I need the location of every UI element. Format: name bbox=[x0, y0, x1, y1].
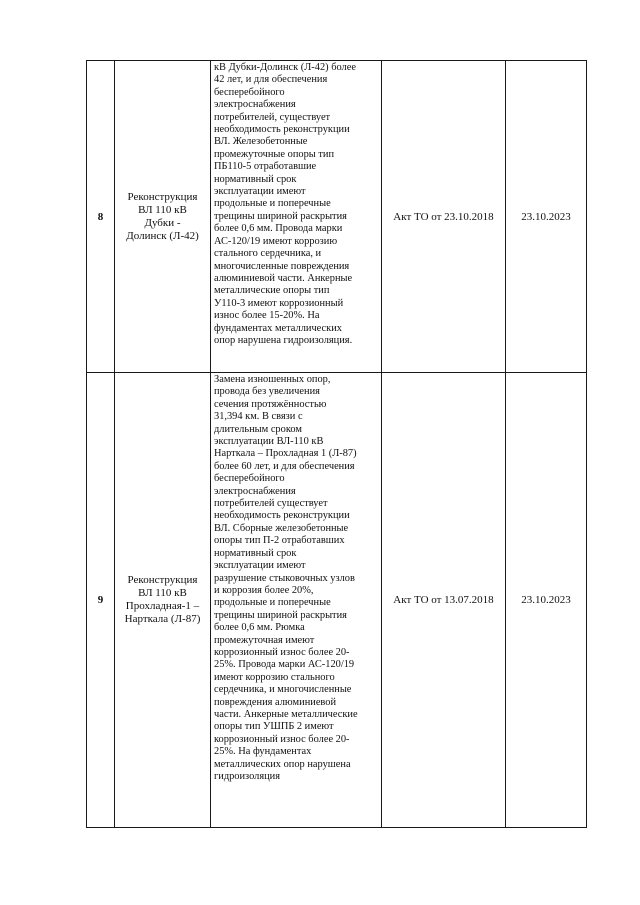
text-line: ВЛ 110 кВ bbox=[138, 203, 187, 216]
text-line: части. Анкерные металлические bbox=[214, 708, 358, 720]
text-line: 42 лет, и для обеспечения bbox=[214, 74, 328, 86]
text-line: более 0,6 мм. Рюмка bbox=[214, 622, 305, 634]
text-line: износ более 15-20%. На bbox=[214, 310, 320, 322]
inspection-act: Акт ТО от 13.07.2018 bbox=[382, 373, 506, 828]
text-line: трещины шириной раскрытия bbox=[214, 609, 347, 621]
deadline-date: 23.10.2023 bbox=[506, 61, 587, 373]
description-lines bbox=[214, 62, 378, 347]
deadline-date: 23.10.2023 bbox=[506, 373, 587, 828]
project-name bbox=[115, 61, 211, 373]
text-line: эксплуатации ВЛ-110 кВ bbox=[214, 436, 324, 448]
text-line: кВ Дубки-Долинск (Л-42) более bbox=[214, 62, 356, 73]
text-line: необходимость реконструкции bbox=[214, 510, 350, 522]
text-line: ПБ110-5 отработавшие bbox=[214, 161, 317, 173]
reconstruction-table bbox=[86, 60, 587, 828]
row-number: 9 bbox=[87, 373, 115, 828]
text-line: нормативный срок bbox=[214, 173, 297, 185]
text-line: потребителей существует bbox=[214, 498, 328, 510]
text-line: промежуточная имеют bbox=[214, 634, 315, 646]
text-line: АС-120/19 имеют коррозию bbox=[214, 235, 338, 247]
text-line: трещины шириной раскрытия bbox=[214, 210, 347, 222]
text-line: электроснабжения bbox=[214, 485, 296, 497]
text-line: 25%. Провода марки АС-120/19 bbox=[214, 659, 355, 671]
text-line: Долинск (Л-42) bbox=[126, 229, 199, 242]
project-name bbox=[115, 373, 211, 828]
text-line: Реконструкция bbox=[127, 574, 198, 586]
text-line: сердечника, и многочисленные bbox=[214, 684, 352, 696]
text-line: Замена изношенных опор, bbox=[214, 374, 331, 385]
text-line: ВЛ. Сборные железобетонные bbox=[214, 522, 349, 534]
text-line: сечения протяжённостью bbox=[214, 398, 327, 410]
text-line: бесперебойного bbox=[214, 86, 285, 98]
text-line: потребителей, существует bbox=[214, 111, 331, 123]
text-line: имеют коррозию стального bbox=[214, 671, 335, 683]
project-name-lines bbox=[115, 574, 210, 626]
text-line: длительным сроком bbox=[214, 423, 302, 435]
text-line: фундаментах металлических bbox=[214, 322, 342, 334]
text-line: электроснабжения bbox=[214, 99, 296, 111]
text-line: бесперебойного bbox=[214, 473, 285, 485]
text-line: Реконструкция bbox=[127, 190, 198, 203]
table-row bbox=[87, 373, 587, 828]
text-line: многочисленные повреждения bbox=[214, 260, 350, 272]
inspection-act: Акт ТО от 23.10.2018 bbox=[382, 61, 506, 373]
text-line: продольные и поперечные bbox=[214, 198, 331, 210]
text-line: стального сердечника, и bbox=[214, 248, 322, 260]
text-line: Прохладная-1 – bbox=[125, 600, 200, 612]
text-line: Нарткала – Прохладная 1 (Л-87) bbox=[214, 448, 357, 460]
text-line: провода без увеличения bbox=[214, 386, 320, 398]
text-line: ВЛ. Железобетонные bbox=[214, 136, 308, 148]
text-line: металлических опор нарушена bbox=[214, 758, 351, 770]
table-row bbox=[87, 61, 587, 373]
text-line: гидроизоляция bbox=[214, 771, 281, 782]
text-line: и коррозия более 20%, bbox=[214, 584, 314, 596]
row-number: 8 bbox=[87, 61, 115, 373]
text-line: более 0,6 мм. Провода марки bbox=[214, 223, 343, 235]
text-line: ВЛ 110 кВ bbox=[138, 587, 187, 599]
text-line: продольные и поперечные bbox=[214, 597, 331, 609]
text-line: алюминиевой части. Анкерные bbox=[214, 272, 353, 284]
project-name-lines bbox=[115, 191, 210, 243]
text-line: повреждения алюминиевой bbox=[214, 696, 337, 708]
project-description bbox=[211, 61, 382, 373]
text-line: опоры тип П-2 отработавших bbox=[214, 535, 345, 547]
text-line: коррозионный износ более 20- bbox=[214, 646, 350, 658]
text-line: необходимость реконструкции bbox=[214, 124, 350, 136]
text-line: опоры тип УШПБ 2 имеют bbox=[214, 721, 334, 733]
text-line: Дубки - bbox=[144, 216, 181, 229]
project-description bbox=[211, 373, 382, 828]
text-line: промежуточные опоры тип bbox=[214, 148, 335, 160]
text-line: У110-3 имеют коррозионный bbox=[214, 297, 344, 309]
text-line: нормативный срок bbox=[214, 547, 297, 559]
text-line: более 60 лет, и для обеспечения bbox=[214, 460, 355, 472]
text-line: 31,394 км. В связи с bbox=[214, 411, 303, 423]
text-line: коррозионный износ более 20- bbox=[214, 733, 350, 745]
text-line: эксплуатации имеют bbox=[214, 560, 306, 572]
text-line: опор нарушена гидроизоляция. bbox=[214, 334, 353, 346]
text-line: Нарткала (Л-87) bbox=[124, 613, 201, 625]
text-line: 25%. На фундаментах bbox=[214, 746, 312, 758]
text-line: разрушение стыковочных узлов bbox=[214, 572, 355, 584]
text-line: эксплуатации имеют bbox=[214, 186, 306, 198]
description-lines bbox=[214, 374, 378, 783]
text-line: металлические опоры тип bbox=[214, 285, 330, 297]
